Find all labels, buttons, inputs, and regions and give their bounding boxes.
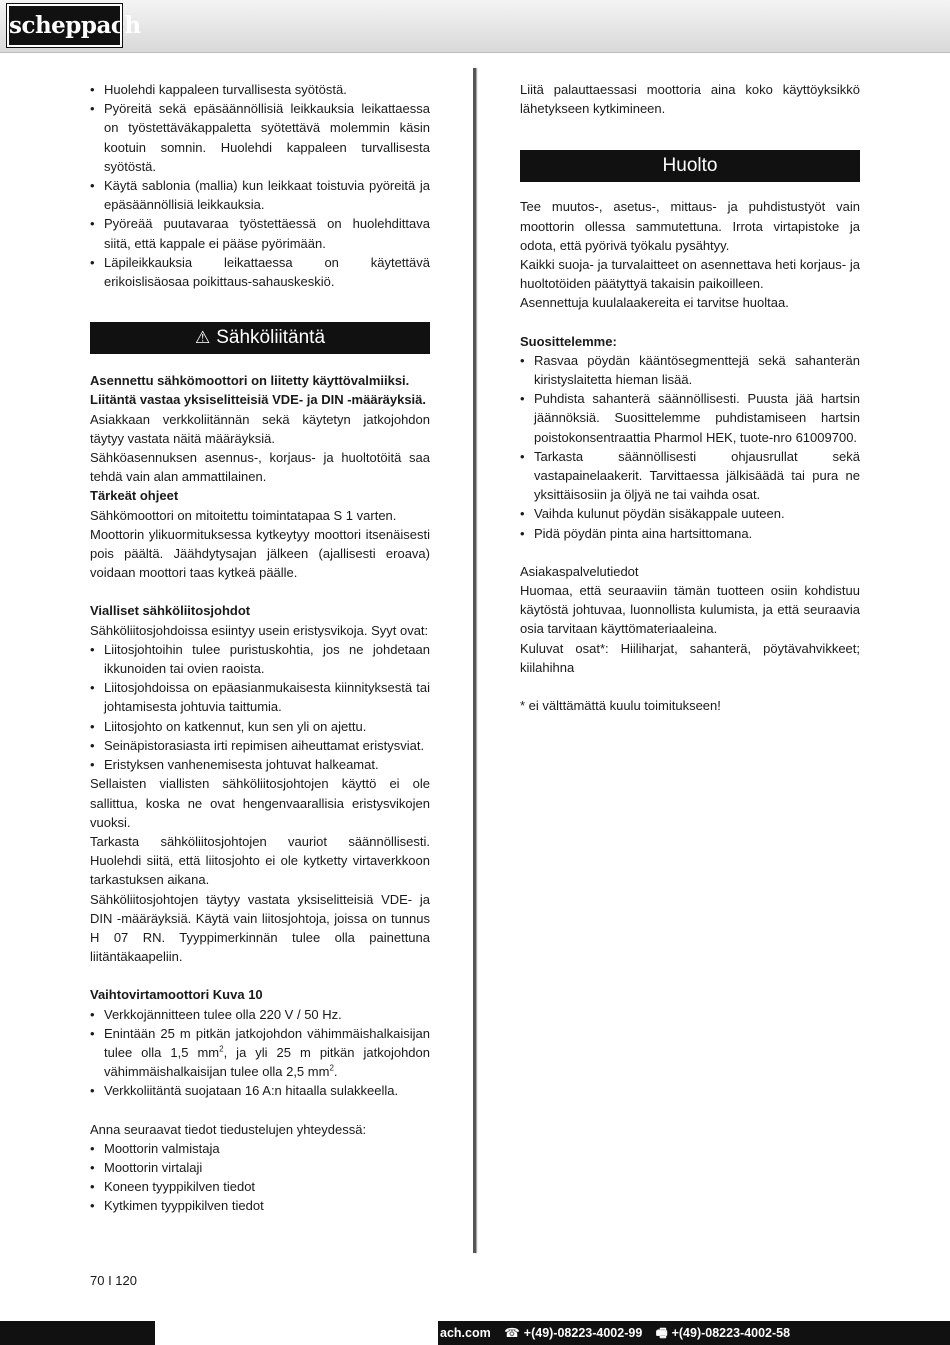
intro-bullet-list [90, 80, 430, 291]
list-item: • Läpileikkauksia leikattaessa on käytettävä erikoislisäosaa poikittaus-sahauskeskiö. [90, 253, 430, 291]
footer-contact [440, 1321, 800, 1345]
list-item: • Eristyksen vanhenemisesta johtuvat halkeamat. [90, 755, 430, 774]
superscript: 2 [219, 1044, 224, 1054]
phone-icon: ☎ [504, 1326, 520, 1340]
list-item: • Puhdista sahanterä säännöllisesti. Puusta jää hartsin jäännöksiä. Suosittelemme puhdistamiseen hartsin poistokonsentraattia Pharmol HEK, tuote-nro 61009700. [520, 389, 860, 447]
footer-fax: +(49)-08223-4002-58 [671, 1326, 791, 1340]
list-item-text: , ja yli 25 m pitkän jatkojohdon vähimmäishalkaisijan tulee olla 2,5 mm [104, 1044, 430, 1080]
electric-bold-line-2: Liitäntä vastaa yksiselitteisiä VDE- ja DIN -määräyksiä. [90, 392, 427, 408]
service-note: * ei välttämättä kuulu toimitukseen! [520, 698, 721, 714]
left-column [90, 80, 430, 1216]
list-item: • Pyöreää puutavaraa työstettäessä on huolehdittava siitä, että kappale ei pääse pyörimään. [90, 214, 430, 252]
important-paragraph: Moottorin ylikuormituksessa kytkeytyy moottori itsenäisesti pois päältä. Jäähdytysajan jälkeen (ajallisesti eroava) voidaan moottori taas kytkeä päälle. [90, 526, 430, 581]
list-item: • Liitosjohto on katkennut, kun sen yli on ajettu. [90, 717, 430, 736]
faulty-cables-paragraph: Tarkasta sähköliitosjohtojen vauriot säännöllisesti. Huolehdi siitä, että liitosjohto ei ole kytketty virtaverkkoon tarkastuksen aikana. [90, 833, 430, 888]
electric-paragraph: Asiakkaan verkkoliitännän sekä käytetyn jatkojohdon täytyy vastata näitä määräyksiä. [90, 411, 430, 446]
footer-white-block [155, 1321, 438, 1345]
important-heading: Tärkeät ohjeet [90, 488, 179, 504]
list-item-text: . [333, 1064, 338, 1080]
list-item: • Seinäpistorasiasta irti repimisen aiheuttamat eristysviat. [90, 736, 430, 755]
list-item: • Liitosjohdoissa on epäasianmukaisesta kiinnityksestä tai johtamisesta johtuvia taittumia. [90, 678, 430, 716]
service-paragraph: Huomaa, että seuraaviin tämän tuotteen osiin kohdistuu käytöstä johtuvaa, luonnollista kulumista, ja että seuraavia osia tarvitaan käyttömateriaaleina. [520, 583, 860, 637]
column-divider [473, 68, 476, 1253]
warning-triangle-icon: ⚠ [194, 328, 211, 348]
important-paragraph: Sähkömoottori on mitoitettu toimintatapaa S 1 varten. [90, 507, 397, 523]
list-item: • Koneen tyyppikilven tiedot [90, 1177, 430, 1196]
return-note: Liitä palauttaessasi moottoria aina koko käyttöyksikkö lähetykseen kytkimineen. [520, 82, 860, 117]
list-item-text: Enintään 25 m pitkän jatkojohdon vähimmäishalkaisijan tulee olla 1,5 mm [104, 1025, 430, 1060]
page-number: 70 I 120 [90, 1273, 137, 1288]
inquiry-list [90, 1139, 430, 1216]
list-item: • Käytä sablonia (mallia) kun leikkaat toistuvia pyöreitä ja epäsäännöllisiä leikkauksia. [90, 176, 430, 214]
faulty-cables-intro: Sähköliitosjohdoissa esiintyy usein eristysvikoja. Syyt ovat: [90, 622, 429, 638]
fax-icon: 🖷 [655, 1326, 668, 1340]
inquiry-intro: Anna seuraavat tiedot tiedustelujen yhteydessä: [90, 1121, 367, 1137]
maintenance-paragraph: Tee muutos-, asetus-, mittaus- ja puhdistustyöt vain moottorin ollessa sammutettuna. Irrota virtapistoke ja odota, että pyörivä työkalu pysähtyy. [520, 199, 860, 253]
section-title-maintenance [520, 150, 860, 182]
list-item: • Moottorin virtalaji [90, 1158, 430, 1177]
recommend-list [520, 351, 860, 543]
right-column [520, 80, 860, 715]
ac-motor-heading: Vaihtovirtamoottori Kuva 10 [90, 987, 263, 1003]
faulty-cables-paragraph: Sellaisten viallisten sähköliitosjohtojen käyttö ei ole sallittua, koska ne ovat hengenvaarallisia eristysvikojen vuoksi. [90, 776, 430, 830]
section-title-text: Huolto [662, 155, 718, 177]
service-heading: Asiakaspalvelutiedot [520, 563, 639, 579]
list-item: • Kytkimen tyyppikilven tiedot [90, 1196, 430, 1215]
faulty-cables-paragraph: Sähköliitosjohtojen täytyy vastata yksiselitteisiä VDE- ja DIN -määräyksiä. Käytä vain liitosjohtoja, joissa on tunnus H 07 RN. Tyyppimerkinnän tulee olla painettuna liitäntäkaapeliin. [90, 891, 430, 965]
list-item: • Huolehdi kappaleen turvallisesta syötöstä. [90, 80, 430, 99]
list-item: • Verkkojännitteen tulee olla 220 V / 50 Hz. [90, 1005, 430, 1024]
electric-bold-line-1: Asennettu sähkömoottori on liitetty käyttövalmiiksi. [90, 373, 410, 389]
scheppach-logo: scheppach [7, 4, 122, 47]
list-item: • Pyöreitä sekä epäsäännöllisiä leikkauksia leikattaessa on työstettäväkappaletta syötettävä molemmin käsin kootuin somnin. Huolehdi kappaleen turvallisesta syötöstä. [90, 99, 430, 176]
list-item: • Pidä pöydän pinta aina hartsittomana. [520, 524, 860, 543]
electric-paragraph: Sähköasennuksen asennus-, korjaus- ja huoltotöitä saa tehdä vain alan ammattilainen. [90, 450, 430, 485]
faulty-cables-list [90, 640, 430, 774]
service-paragraph: Kuluvat osat*: Hiiliharjat, sahanterä, pöytävahvikkeet; kiilahihna [520, 640, 860, 675]
list-item: • Rasvaa pöydän kääntösegmenttejä sekä sahanterän kiristyslaitetta hieman lisää. [520, 351, 860, 389]
recommend-heading: Suosittelemme: [520, 333, 617, 349]
footer-website[interactable]: ach.com [440, 1326, 491, 1340]
ac-motor-list [90, 1005, 430, 1101]
section-title-text: Sähköliitäntä [216, 327, 326, 349]
maintenance-paragraph: Asennettuja kuulalaakereita ei tarvitse huoltaa. [520, 295, 789, 311]
maintenance-paragraph: Kaikki suoja- ja turvalaitteet on asennettava heti korjaus- ja huoltotöiden päätyttyä takaisin paikoilleen. [520, 257, 860, 292]
page-header [0, 0, 950, 53]
list-item: • Moottorin valmistaja [90, 1139, 430, 1158]
list-item: • Vaihda kulunut pöydän sisäkappale uuteen. [520, 504, 860, 523]
list-item [90, 1024, 430, 1082]
list-item: • Tarkasta säännöllisesti ohjausrullat sekä vastapainelaakerit. Tarvittaessa jälkisäädä tai pura ne yksittäisosiin ja öljyä ne tai vaihda osat. [520, 447, 860, 505]
section-title-electric [90, 322, 430, 354]
footer-phone: +(49)-08223-4002-99 [523, 1326, 643, 1340]
list-item: • Liitosjohtoihin tulee puristuskohtia, jos ne johdetaan ikkunoiden tai ovien raoista. [90, 640, 430, 678]
superscript: 2 [329, 1063, 334, 1073]
faulty-cables-heading: Vialliset sähköliitosjohdot [90, 603, 251, 619]
list-item: • Verkkoliitäntä suojataan 16 A:n hitaalla sulakkeella. [90, 1081, 430, 1100]
